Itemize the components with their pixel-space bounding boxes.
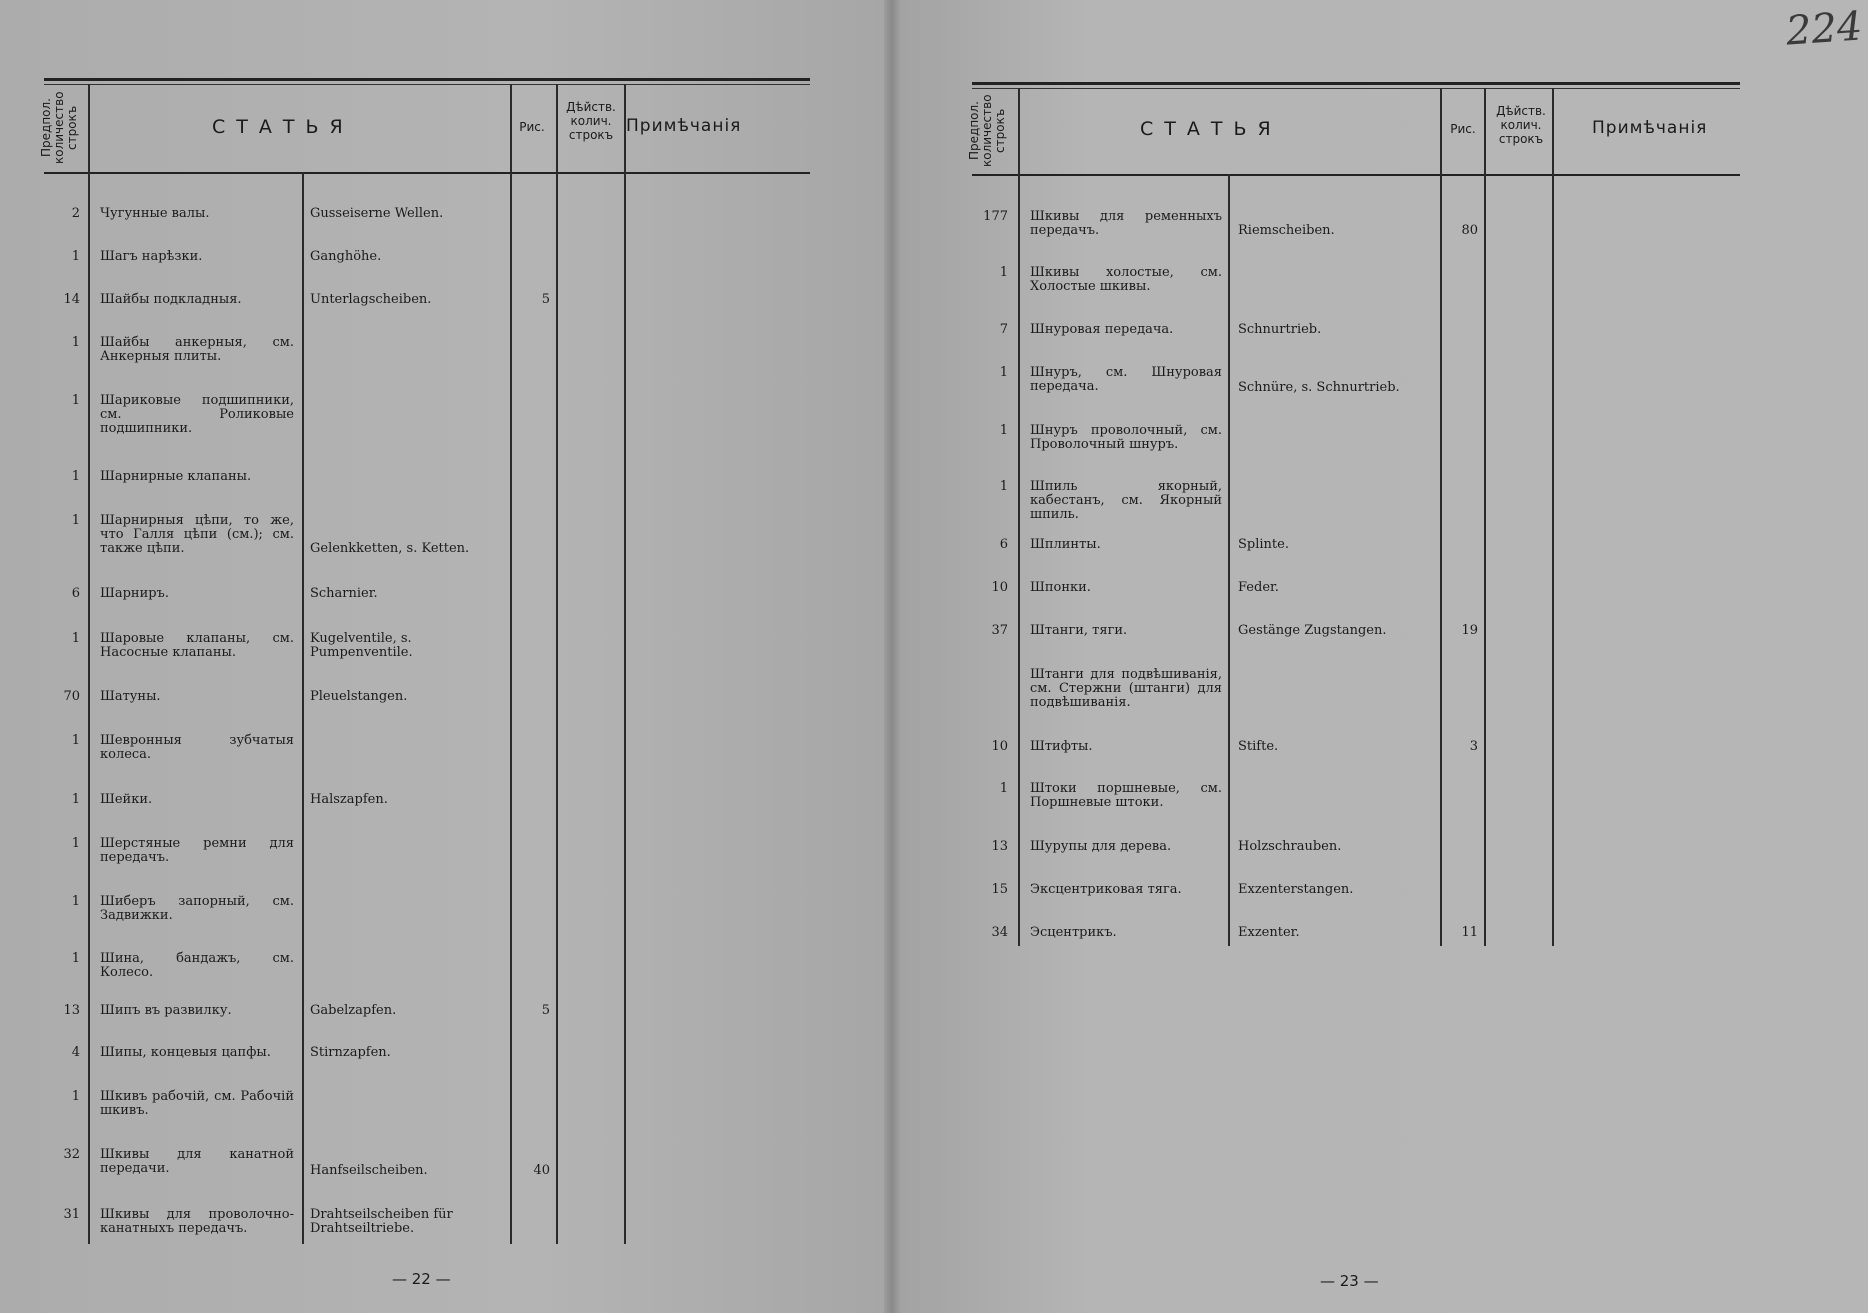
row-count: 1 xyxy=(71,335,80,350)
row-article-ru: Шкивы для ременныхъ передачъ. xyxy=(1030,209,1222,238)
row-article-ru: Шарнирные клапаны. xyxy=(100,469,252,484)
row-article-de: Kugelventile, s. Pumpenventile. xyxy=(310,631,413,660)
row-article-ru: Штифты. xyxy=(1030,739,1093,754)
row-article-de: Holzschrauben. xyxy=(1238,839,1342,854)
row-article-ru: Шкивъ рабочій, см. Рабочій шкивъ. xyxy=(100,1089,294,1118)
header-count: Предпол. количество строкъ xyxy=(39,91,79,165)
row-article-ru: Эксцентриковая тяга. xyxy=(1030,882,1182,897)
row-count: 15 xyxy=(991,882,1008,897)
row-article-ru: Шнуровая передача. xyxy=(1030,322,1174,337)
row-article-ru: Штанги для подвѣшиванія, см. Стержни (штанги) для подвѣшиванія. xyxy=(1030,667,1222,710)
header-fig: Рис. xyxy=(1450,122,1476,136)
row-count: 1 xyxy=(999,365,1008,380)
row-article-de: Scharnier. xyxy=(310,586,378,601)
row-count: 6 xyxy=(999,537,1008,552)
row-article-ru: Шарниръ. xyxy=(100,586,169,601)
row-article-ru: Шплинты. xyxy=(1030,537,1101,552)
header-article: СТАТЬЯ xyxy=(1140,118,1282,140)
header-notes: Примѣчанія xyxy=(626,116,742,136)
row-fig: 80 xyxy=(1461,223,1478,238)
row-count: 1 xyxy=(71,792,80,807)
row-count: 2 xyxy=(71,206,80,221)
row-count: 70 xyxy=(63,689,80,704)
row-article-ru: Шкивы холостые, см. Холостые шкивы. xyxy=(1030,265,1222,294)
row-article-de: Splinte. xyxy=(1238,537,1289,552)
row-article-ru: Шкивы для канатной передачи. xyxy=(100,1147,294,1176)
row-count: 1 xyxy=(999,423,1008,438)
row-article-de: Ganghöhe. xyxy=(310,249,382,264)
row-article-de: Schnüre, s. Schnurtrieb. xyxy=(1238,380,1400,395)
row-article-de: Drahtseilscheiben für Drahtseiltriebe. xyxy=(310,1207,453,1236)
right-page-number: — 23 — xyxy=(1320,1272,1379,1290)
row-article-ru: Шейки. xyxy=(100,792,153,807)
row-article-de: Gabelzapfen. xyxy=(310,1003,397,1018)
row-count: 1 xyxy=(71,1089,80,1104)
row-article-ru: Шпиль якорный, кабестанъ, см. Якорный шпиль. xyxy=(1030,479,1222,522)
row-article-ru: Шурупы для дерева. xyxy=(1030,839,1172,854)
handwritten-page-number: 224 xyxy=(1784,3,1864,55)
row-count: 1 xyxy=(71,513,80,528)
row-article-de: Stirnzapfen. xyxy=(310,1045,391,1060)
row-article-ru: Шипы, концевыя цапфы. xyxy=(100,1045,271,1060)
row-count: 10 xyxy=(991,580,1008,595)
row-count: 1 xyxy=(71,631,80,646)
row-article-de: Gestänge Zugstangen. xyxy=(1238,623,1387,638)
row-article-de: Unterlagscheiben. xyxy=(310,292,432,307)
row-article-de: Riemscheiben. xyxy=(1238,223,1335,238)
row-article-ru: Эсцентрикъ. xyxy=(1030,925,1117,940)
header-fig: Рис. xyxy=(519,120,545,134)
row-count: 1 xyxy=(71,249,80,264)
row-article-de: Stifte. xyxy=(1238,739,1279,754)
header-count: Предпол. количество строкъ xyxy=(967,94,1007,168)
row-article-de: Gusseiserne Wellen. xyxy=(310,206,444,221)
header-article: СТАТЬЯ xyxy=(212,116,354,138)
row-count: 6 xyxy=(71,586,80,601)
row-fig: 3 xyxy=(1469,739,1478,754)
row-article-de: Schnurtrieb. xyxy=(1238,322,1322,337)
row-count: 1 xyxy=(999,265,1008,280)
row-article-de: Feder. xyxy=(1238,580,1279,595)
row-article-ru: Шпонки. xyxy=(1030,580,1091,595)
row-count: 1 xyxy=(71,393,80,408)
row-count: 13 xyxy=(991,839,1008,854)
row-count: 37 xyxy=(991,623,1008,638)
row-article-de: Gelenkketten, s. Ketten. xyxy=(310,541,470,556)
header-notes: Примѣчанія xyxy=(1592,118,1708,138)
row-article-de: Exzenter. xyxy=(1238,925,1300,940)
right-page xyxy=(892,0,1868,1313)
row-article-ru: Чугунные валы. xyxy=(100,206,210,221)
row-article-ru: Шайбы подкладныя. xyxy=(100,292,242,307)
row-article-de: Halszapfen. xyxy=(310,792,388,807)
row-article-ru: Шиберъ запорный, см. Задвижки. xyxy=(100,894,294,923)
row-count: 1 xyxy=(999,781,1008,796)
row-article-ru: Шайбы анкерныя, см. Анкерныя плиты. xyxy=(100,335,294,364)
row-fig: 19 xyxy=(1461,623,1478,638)
row-count: 13 xyxy=(63,1003,80,1018)
row-article-de: Exzenterstangen. xyxy=(1238,882,1354,897)
row-article-ru: Штоки поршневые, см. Поршневые штоки. xyxy=(1030,781,1222,810)
row-fig: 5 xyxy=(541,292,550,307)
header-actual: Дѣйств. колич. строкъ xyxy=(1496,104,1546,146)
left-page-number: — 22 — xyxy=(392,1270,451,1288)
row-count: 4 xyxy=(71,1045,80,1060)
row-article-ru: Шагъ нарѣзки. xyxy=(100,249,203,264)
row-fig: 40 xyxy=(533,1163,550,1178)
row-count: 177 xyxy=(983,209,1008,224)
row-fig: 11 xyxy=(1461,925,1478,940)
row-count: 1 xyxy=(71,733,80,748)
row-article-ru: Шкивы для проволочно-канатныхъ передачъ. xyxy=(100,1207,294,1236)
row-count: 1 xyxy=(71,951,80,966)
row-count: 1 xyxy=(71,894,80,909)
row-count: 31 xyxy=(63,1207,80,1222)
row-article-de: Hanfseilscheiben. xyxy=(310,1163,428,1178)
book-gutter xyxy=(884,0,900,1313)
row-article-ru: Шарнирныя цѣпи, то же, что Галля цѣпи (см.); см. также цѣпи. xyxy=(100,513,294,556)
row-count: 14 xyxy=(63,292,80,307)
row-article-ru: Шерстяные ремни для передачъ. xyxy=(100,836,294,865)
row-count: 1 xyxy=(71,836,80,851)
row-article-ru: Шнуръ проволочный, см. Проволочный шнуръ. xyxy=(1030,423,1222,452)
row-count: 10 xyxy=(991,739,1008,754)
row-count: 7 xyxy=(999,322,1008,337)
row-count: 1 xyxy=(71,469,80,484)
row-article-ru: Шина, бандажъ, см. Колесо. xyxy=(100,951,294,980)
row-article-ru: Шаровые клапаны, см. Насосные клапаны. xyxy=(100,631,294,660)
header-actual: Дѣйств. колич. строкъ xyxy=(566,100,616,142)
row-article-ru: Шипъ въ развилку. xyxy=(100,1003,232,1018)
row-count: 32 xyxy=(63,1147,80,1162)
row-fig: 5 xyxy=(541,1003,550,1018)
row-article-ru: Шариковые подшипники, см. Роликовые подшипники. xyxy=(100,393,294,436)
row-article-de: Pleuelstangen. xyxy=(310,689,408,704)
row-article-ru: Шевронныя зубчатыя колеса. xyxy=(100,733,294,762)
row-article-ru: Шатуны. xyxy=(100,689,161,704)
row-count: 1 xyxy=(999,479,1008,494)
row-count: 34 xyxy=(991,925,1008,940)
row-article-ru: Шнуръ, см. Шнуровая передача. xyxy=(1030,365,1222,394)
row-article-ru: Штанги, тяги. xyxy=(1030,623,1128,638)
